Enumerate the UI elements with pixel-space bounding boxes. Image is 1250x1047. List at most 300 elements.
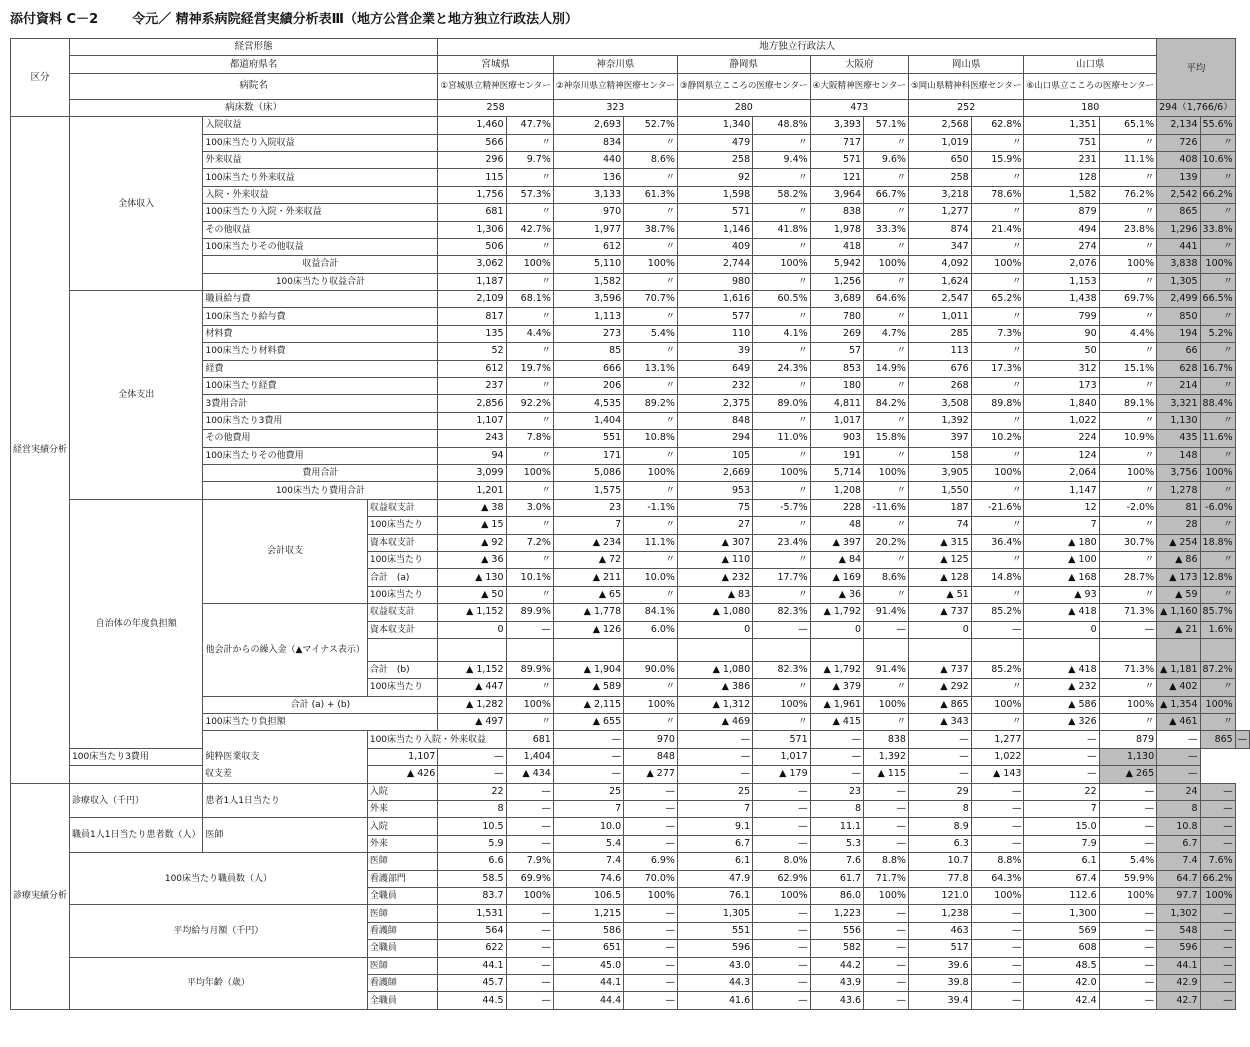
value-cell: ▲ 180 [1024, 534, 1099, 551]
value-cell: 1,147 [1024, 482, 1099, 499]
value-cell: 5,942 [810, 256, 863, 273]
value-cell: 67.4 [1024, 870, 1099, 887]
ratio-cell: 〃 [1099, 169, 1157, 186]
value-cell: 139 [1157, 169, 1200, 186]
ratio-cell: — [753, 621, 811, 638]
ratio-cell: — [810, 766, 863, 783]
group-total-expense: 全体支出 [70, 291, 203, 500]
blank-cell [624, 638, 678, 661]
value-cell: 681 [506, 731, 553, 748]
ratio-cell: 〃 [864, 551, 909, 568]
ratio-cell: 〃 [1200, 586, 1235, 603]
value-cell: 577 [677, 308, 752, 325]
row-label: 外来 [367, 835, 438, 852]
ratio-cell: 〃 [624, 586, 678, 603]
ratio-cell: — [971, 905, 1024, 922]
ratio-cell: — [1024, 766, 1099, 783]
ratio-cell: 〃 [971, 343, 1024, 360]
table-row [11, 291, 1250, 308]
ratio-cell: — [1099, 974, 1157, 991]
value-cell: ▲ 179 [753, 766, 811, 783]
ratio-cell: 〃 [1200, 412, 1235, 429]
value-cell: 7 [553, 517, 623, 534]
ratio-cell: 〃 [1200, 134, 1235, 151]
value-cell: 612 [438, 360, 506, 377]
ratio-cell: 11.1% [1099, 151, 1157, 168]
value-cell: 2,669 [677, 464, 752, 481]
value-cell: 57 [810, 343, 863, 360]
ratio-cell: 〃 [753, 134, 811, 151]
value-cell: 191 [810, 447, 863, 464]
ratio-cell: — [506, 992, 553, 1009]
value-cell: 90 [1024, 325, 1099, 342]
value-cell: 440 [553, 151, 623, 168]
row-label: 合計 (a) + (b) [203, 696, 438, 713]
ratio-cell: 〃 [864, 238, 909, 255]
ratio-cell: — [1099, 835, 1157, 852]
ratio-cell: 78.6% [971, 186, 1024, 203]
ratio-cell: — [506, 621, 553, 638]
ratio-cell: — [753, 922, 811, 939]
value-cell: 121.0 [908, 887, 971, 904]
value-cell: 158 [908, 447, 971, 464]
value-cell: 1,278 [1157, 482, 1200, 499]
value-cell: ▲ 86 [1157, 551, 1200, 568]
ratio-cell: — [971, 818, 1024, 835]
value-cell: 3,756 [1157, 464, 1200, 481]
ratio-cell: 15.8% [864, 430, 909, 447]
ratio-cell: 11.6% [1200, 430, 1235, 447]
ratio-cell: 〃 [506, 586, 553, 603]
ratio-cell: 〃 [753, 586, 811, 603]
row-label: 職員給与費 [203, 291, 438, 308]
ratio-cell: 47.7% [506, 117, 553, 134]
value-cell: 1,187 [438, 273, 506, 290]
ratio-cell: 71.7% [864, 870, 909, 887]
ratio-cell: 42.7% [506, 221, 553, 238]
ratio-cell: 〃 [971, 273, 1024, 290]
ratio-cell: 62.8% [971, 117, 1024, 134]
value-cell: 2,499 [1157, 291, 1200, 308]
value-cell: ▲ 415 [810, 714, 863, 731]
ratio-cell: 〃 [971, 586, 1024, 603]
ratio-cell: 〃 [624, 551, 678, 568]
value-cell: 3,964 [810, 186, 863, 203]
value-cell: ▲ 21 [1157, 621, 1200, 638]
value-cell: 408 [1157, 151, 1200, 168]
ratio-cell: 〃 [624, 134, 678, 151]
group-doctor: 医師 [203, 818, 367, 853]
ratio-cell: 〃 [1099, 273, 1157, 290]
value-cell: 1,392 [864, 748, 909, 765]
value-cell: 76.1 [677, 887, 752, 904]
value-cell: 865 [1157, 204, 1200, 221]
row-label: その他収益 [203, 221, 438, 238]
value-cell: 206 [553, 378, 623, 395]
ratio-cell: 12.8% [1200, 569, 1235, 586]
ratio-cell: 14.8% [971, 569, 1024, 586]
ratio-cell: 10.8% [624, 430, 678, 447]
value-cell: 273 [553, 325, 623, 342]
value-cell: 113 [908, 343, 971, 360]
ratio-cell: 15.9% [971, 151, 1024, 168]
value-cell: 105 [677, 447, 752, 464]
value-cell: ▲ 737 [908, 604, 971, 621]
value-cell: ▲ 36 [438, 551, 506, 568]
value-cell: 3,596 [553, 291, 623, 308]
value-cell: ▲ 1,080 [677, 604, 752, 621]
value-cell: 61.7 [810, 870, 863, 887]
value-cell: 441 [1157, 238, 1200, 255]
row-label: 100床当たり材料費 [203, 343, 438, 360]
value-cell: 1,305 [677, 905, 752, 922]
table-row [11, 818, 1250, 835]
value-cell: ▲ 1,354 [1157, 696, 1200, 713]
value-cell: ▲ 1,152 [438, 604, 506, 621]
row-label: 入院・外来収益 [203, 186, 438, 203]
value-cell: 269 [810, 325, 863, 342]
value-cell: ▲ 83 [677, 586, 752, 603]
row-label: 全職員 [367, 887, 438, 904]
ratio-cell: 〃 [753, 714, 811, 731]
value-cell: 81 [1157, 499, 1200, 516]
value-cell: 83.7 [438, 887, 506, 904]
value-cell: 850 [1157, 308, 1200, 325]
todofuken-label: 都道府県名 [70, 56, 438, 73]
ratio-cell: 64.3% [971, 870, 1024, 887]
value-cell: 5,714 [810, 464, 863, 481]
ratio-cell: — [864, 818, 909, 835]
value-cell: 4,535 [553, 395, 623, 412]
value-cell: 970 [624, 731, 678, 748]
table-row [11, 783, 1250, 800]
ratio-cell: 100% [1099, 696, 1157, 713]
row-label: 100床当たり収益合計 [203, 273, 438, 290]
ratio-cell: 100% [971, 256, 1024, 273]
ratio-cell: 〃 [1099, 308, 1157, 325]
row-label: 看護師 [367, 922, 438, 939]
value-cell: 312 [1024, 360, 1099, 377]
value-cell: 45.0 [553, 957, 623, 974]
blank-cell [908, 638, 971, 661]
blank-cell [753, 638, 811, 661]
value-cell: 1,215 [553, 905, 623, 922]
ratio-cell: 58.2% [753, 186, 811, 203]
value-cell: 651 [553, 940, 623, 957]
value-cell: 1,392 [908, 412, 971, 429]
ratio-cell: — [624, 957, 678, 974]
ratio-cell: 〃 [971, 308, 1024, 325]
value-cell: 1,300 [1024, 905, 1099, 922]
value-cell: 2,568 [908, 117, 971, 134]
ratio-cell: 〃 [1099, 447, 1157, 464]
value-cell: 3,838 [1157, 256, 1200, 273]
table-row [11, 748, 1250, 765]
value-cell: ▲ 1,080 [677, 661, 752, 678]
value-cell: 848 [677, 412, 752, 429]
ratio-cell: 100% [864, 696, 909, 713]
value-cell: 3,321 [1157, 395, 1200, 412]
pref-name: 宮城県 [438, 56, 554, 73]
row-label: 3費用合計 [203, 395, 438, 412]
value-cell: ▲ 589 [553, 679, 623, 696]
ratio-cell: — [753, 974, 811, 991]
ratio-cell: 〃 [624, 238, 678, 255]
ratio-cell: 30.7% [1099, 534, 1157, 551]
ratio-cell: 〃 [753, 169, 811, 186]
value-cell: 1,438 [1024, 291, 1099, 308]
value-cell: 717 [810, 134, 863, 151]
hospital-name: ③静岡県立こころの医療センター [677, 73, 810, 99]
value-cell: ▲ 84 [810, 551, 863, 568]
value-cell: 10.7 [908, 853, 971, 870]
ratio-cell: 〃 [506, 551, 553, 568]
ratio-cell: 6.9% [624, 853, 678, 870]
row-label: 100床当たり [367, 679, 438, 696]
value-cell: 5.9 [438, 835, 506, 852]
value-cell: 22 [438, 783, 506, 800]
value-cell: 1,238 [908, 905, 971, 922]
value-cell: 12 [1024, 499, 1099, 516]
group-patients-per-staff: 職員1人1日当たり患者数（人） [70, 818, 203, 853]
value-cell: 548 [1157, 922, 1200, 939]
value-cell: 24 [1157, 783, 1200, 800]
chiho-dokuritsu-label: 地方独立行政法人 [438, 39, 1157, 56]
group-total-income: 全体収入 [70, 117, 203, 291]
value-cell: ▲ 93 [1024, 586, 1099, 603]
value-cell: 44.5 [438, 992, 506, 1009]
ratio-cell: — [1099, 621, 1157, 638]
section-clinical-label: 診療実績分析 [11, 783, 70, 1009]
ratio-cell: — [753, 957, 811, 974]
pref-name: 山口県 [1024, 56, 1157, 73]
ratio-cell: 〃 [1099, 204, 1157, 221]
value-cell: 564 [438, 922, 506, 939]
ratio-cell: 92.2% [506, 395, 553, 412]
value-cell: 7 [677, 801, 752, 818]
value-cell: 0 [908, 621, 971, 638]
value-cell: 5,110 [553, 256, 623, 273]
row-label: 入院 [367, 818, 438, 835]
ratio-cell: 90.0% [624, 661, 678, 678]
row-label: 収益収支計 [367, 604, 438, 621]
value-cell: 1,146 [677, 221, 752, 238]
row-label: 経費 [203, 360, 438, 377]
value-cell: 1,624 [908, 273, 971, 290]
hospital-name: ④大阪精神医療センター [810, 73, 908, 99]
ratio-cell: 〃 [624, 714, 678, 731]
ratio-cell: 1.6% [1200, 621, 1235, 638]
ratio-cell: 〃 [506, 482, 553, 499]
value-cell: 494 [1024, 221, 1099, 238]
value-cell: ▲ 418 [1024, 604, 1099, 621]
value-cell: 6.3 [908, 835, 971, 852]
ratio-cell: — [864, 922, 909, 939]
ratio-cell: 33.8% [1200, 221, 1235, 238]
ratio-cell: — [1200, 940, 1235, 957]
value-cell: 569 [1024, 922, 1099, 939]
ratio-cell: — [971, 922, 1024, 939]
value-cell: 418 [810, 238, 863, 255]
value-cell: 1,977 [553, 221, 623, 238]
row-label: 入院収益 [203, 117, 438, 134]
value-cell: 571 [677, 204, 752, 221]
value-cell: 1,107 [438, 412, 506, 429]
ratio-cell: — [1200, 801, 1235, 818]
ratio-cell: 100% [1200, 464, 1235, 481]
group-staff-per-100-beds: 100床当たり職員数（人） [70, 853, 368, 905]
table-row [11, 499, 1250, 516]
ratio-cell: 〃 [971, 204, 1024, 221]
ratio-cell: — [864, 992, 909, 1009]
ratio-cell: — [908, 731, 971, 748]
value-cell: 173 [1024, 378, 1099, 395]
ratio-cell: 〃 [864, 714, 909, 731]
ratio-cell: 100% [1099, 887, 1157, 904]
ratio-cell: — [1024, 731, 1099, 748]
ratio-cell: 61.3% [624, 186, 678, 203]
value-cell: 479 [677, 134, 752, 151]
value-cell: 3,508 [908, 395, 971, 412]
value-cell: ▲ 469 [677, 714, 752, 731]
value-cell: 3,133 [553, 186, 623, 203]
ratio-cell: 〃 [864, 273, 909, 290]
ratio-cell: — [971, 974, 1024, 991]
ratio-cell: 〃 [864, 204, 909, 221]
ratio-cell: 〃 [971, 482, 1024, 499]
ratio-cell: 10.1% [506, 569, 553, 586]
ratio-cell: 24.3% [753, 360, 811, 377]
value-cell: 44.2 [810, 957, 863, 974]
value-cell: ▲ 168 [1024, 569, 1099, 586]
value-cell: 106.5 [553, 887, 623, 904]
blank-cell [553, 638, 623, 661]
ratio-cell: 〃 [864, 447, 909, 464]
ratio-cell: 17.7% [753, 569, 811, 586]
ratio-cell: — [810, 748, 863, 765]
value-cell: 237 [438, 378, 506, 395]
value-cell: ▲ 1,778 [553, 604, 623, 621]
table-row [11, 905, 1250, 922]
ratio-cell: — [624, 922, 678, 939]
ratio-cell: -1.1% [624, 499, 678, 516]
row-label: 外来 [367, 801, 438, 818]
value-cell: 2,542 [1157, 186, 1200, 203]
row-label: 医師 [367, 853, 438, 870]
value-cell: 1,017 [810, 412, 863, 429]
value-cell: 5.3 [810, 835, 863, 852]
ratio-cell: — [1024, 748, 1099, 765]
value-cell: 42.4 [1024, 992, 1099, 1009]
value-cell: 3,099 [438, 464, 506, 481]
value-cell: 43.9 [810, 974, 863, 991]
ratio-cell: 65.2% [971, 291, 1024, 308]
value-cell: 7.9 [1024, 835, 1099, 852]
ratio-cell: 48.8% [753, 117, 811, 134]
ratio-cell: 66.2% [1200, 870, 1235, 887]
value-cell: 10.5 [438, 818, 506, 835]
value-cell: 39 [677, 343, 752, 360]
value-cell: 135 [438, 325, 506, 342]
ratio-cell: -5.7% [753, 499, 811, 516]
ratio-cell: 91.4% [864, 661, 909, 678]
ratio-cell: 〃 [753, 447, 811, 464]
ratio-cell: 〃 [753, 343, 811, 360]
value-cell: 848 [624, 748, 678, 765]
value-cell: 112.6 [1024, 887, 1099, 904]
value-cell: ▲ 1,792 [810, 661, 863, 678]
ratio-cell: 10.9% [1099, 430, 1157, 447]
ratio-cell: — [677, 766, 752, 783]
value-cell: ▲ 125 [908, 551, 971, 568]
ratio-cell: 66.2% [1200, 186, 1235, 203]
ratio-cell: — [1200, 818, 1235, 835]
ratio-cell: 〃 [506, 204, 553, 221]
ratio-cell: — [753, 835, 811, 852]
ratio-cell: 〃 [971, 134, 1024, 151]
value-cell: 44.1 [553, 974, 623, 991]
value-cell: 1,277 [971, 731, 1024, 748]
ratio-cell: 68.1% [506, 291, 553, 308]
ratio-cell: — [1235, 731, 1250, 748]
ratio-cell: — [864, 801, 909, 818]
kubun-header: 区分 [11, 39, 70, 117]
ratio-cell: 100% [864, 887, 909, 904]
ratio-cell: 〃 [624, 412, 678, 429]
value-cell: 74.6 [553, 870, 623, 887]
ratio-cell: 7.8% [506, 430, 553, 447]
value-cell: 0 [1024, 621, 1099, 638]
row-label: 全職員 [367, 992, 438, 1009]
group-per-patient-day: 患者1人1日当たり [203, 783, 367, 818]
ratio-cell: 〃 [753, 378, 811, 395]
ratio-cell: 〃 [1099, 343, 1157, 360]
ratio-cell: — [753, 783, 811, 800]
ratio-cell: 4.7% [864, 325, 909, 342]
value-cell: ▲ 234 [553, 534, 623, 551]
value-cell: 1,223 [810, 905, 863, 922]
ratio-cell: 4.1% [753, 325, 811, 342]
value-cell: 1,019 [908, 134, 971, 151]
value-cell: 42.7 [1157, 992, 1200, 1009]
value-cell: 853 [810, 360, 863, 377]
value-cell: ▲ 386 [677, 679, 752, 696]
doc-ref: 添付資料 C－2 [10, 12, 99, 27]
value-cell: 232 [677, 378, 752, 395]
ratio-cell: — [506, 905, 553, 922]
value-cell: 596 [1157, 940, 1200, 957]
ratio-cell: 100% [753, 696, 811, 713]
analysis-table [10, 38, 1250, 1010]
ratio-cell: 〃 [506, 412, 553, 429]
group-municipal-burden: 自治体の年度負担額 [70, 499, 203, 748]
blank-cell [438, 638, 506, 661]
row-label: 100床当たり入院・外来収益 [203, 204, 438, 221]
value-cell: 15.0 [1024, 818, 1099, 835]
ratio-cell: -2.0% [1099, 499, 1157, 516]
value-cell: 41.6 [677, 992, 752, 1009]
value-cell: 5.4 [553, 835, 623, 852]
ratio-cell: 〃 [753, 308, 811, 325]
value-cell: ▲ 1,792 [810, 604, 863, 621]
ratio-cell: 7.3% [971, 325, 1024, 342]
table-row [11, 853, 1250, 870]
value-cell: 2,076 [1024, 256, 1099, 273]
ratio-cell: — [864, 940, 909, 957]
row-label: 収益収支計 [367, 499, 438, 516]
value-cell: 77.8 [908, 870, 971, 887]
ratio-cell: — [864, 783, 909, 800]
